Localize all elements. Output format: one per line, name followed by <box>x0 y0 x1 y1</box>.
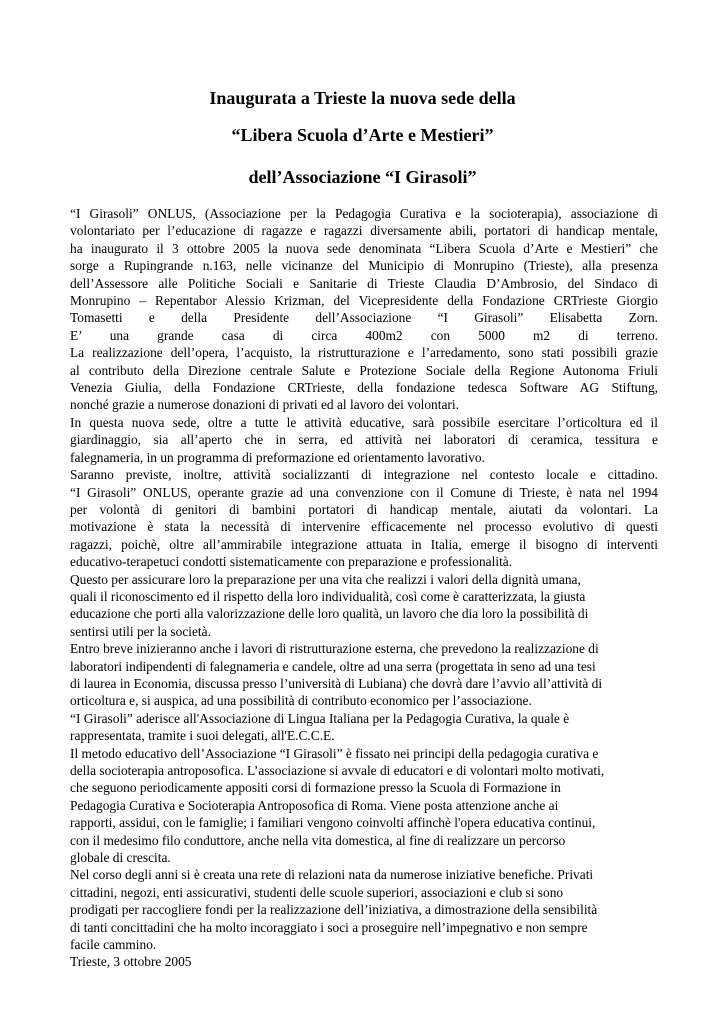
body-line: In questa nuova sede, oltre a tutte le attività educative, sarà possibile esercitare l’orticoltura ed il <box>70 414 658 430</box>
body-line: rappresentata, tramite i suoi delegati, all'E.C.C.E. <box>70 728 335 744</box>
body-line: volontariato per l’educazione di ragazze e ragazzi diversamente abili, portatori di handicap mentale, <box>70 223 658 239</box>
body-line: motivazione è stata la necessità di intervenire efficacemente nel processo evolutivo di questi <box>70 519 658 535</box>
body-line: di laurea in Economia, discussa presso l’università di Lubiana) che dovrà dare l’avvio all’attività di <box>70 675 603 691</box>
body-line: sentirsi utili per la società. <box>70 623 211 639</box>
body-line: globale di crescita. <box>70 850 171 866</box>
body-line: sorge a Rupingrande n.163, nelle vicinanze del Municipio di Monrupino (Trieste), alla presenza <box>70 258 658 274</box>
body-line: cittadini, negozi, enti assicurativi, studenti delle scuole superiori, associazioni e club si sono <box>70 884 564 900</box>
body-line: La realizzazione dell’opera, l’acquisto, la ristrutturazione e l’arredamento, sono stati possibili grazie <box>70 345 658 361</box>
title-line-2: “Libera Scuola d’Arte e Mestieri” <box>231 125 494 145</box>
article-body <box>70 205 658 971</box>
body-line: laboratori indipendenti di falegnameria e candele, oltre ad una serra (progettata in seno ad una tesi <box>70 658 596 674</box>
body-line: Saranno previste, inoltre, attività socializzanti di integrazione nel contesto locale e cittadino. <box>70 467 658 483</box>
body-line: ha inaugurato il 3 ottobre 2005 la nuova sede denominata “Libera Scuola d’Arte e Mestieri” che <box>70 240 658 256</box>
body-line: Entro breve inizieranno anche i lavori di ristrutturazione esterna, che prevedono la realizzazione di <box>70 641 599 657</box>
body-line: orticoltura e, si auspica, ad una possibilità di contributo economico per l’associazione. <box>70 693 532 709</box>
dateline: Trieste, 3 ottobre 2005 <box>70 954 192 970</box>
body-line: nonché grazie a numerose donazioni di privati ed al lavoro dei volontari. <box>70 397 459 413</box>
body-line: che seguono periodicamente appositi corsi di formazione presso la Scuola di Formazione in <box>70 780 561 796</box>
body-line: falegnameria, in un programma di preformazione ed orientamento lavorativo. <box>70 449 485 465</box>
body-line: rapporti, assidui, con le famiglie; i familiari vengono coinvolti affinchè l'opera educativa continui, <box>70 815 596 831</box>
title-line-3: dell’Associazione “I Girasoli” <box>248 167 477 187</box>
body-line: E’ una grande casa di circa 400m2 con 5000 m2 di terreno. <box>70 327 658 343</box>
body-line: “I Girasoli” aderisce all'Associazione di Lingua Italiana per la Pedagogia Curativa, la quale è <box>70 710 570 726</box>
body-line: giardinaggio, sia all’aperto che in serra, ed attività nei laboratori di ceramica, tessitura e <box>70 432 658 448</box>
body-line: educazione che porti alla valorizzazione delle loro qualità, un lavoro che dia loro la possibilità di <box>70 606 589 622</box>
body-line: prodigati per raccogliere fondi per la realizzazione dell’iniziativa, a dimostrazione della sensibilità <box>70 902 598 918</box>
body-line: al contributo della Direzione centrale Salute e Protezione Sociale della Regione Autonoma Friuli <box>70 362 658 378</box>
body-line: con il medesimo filo conduttore, anche nella vita domestica, al fine di realizzare un percorso <box>70 832 566 848</box>
body-line: per volontà di genitori di bambini portatori di handicap mentale, aiutati da volontari. La <box>70 501 658 517</box>
body-line: ragazzi, poichè, oltre all’ammirabile integrazione attuata in Italia, emerge il bisogno di interventi <box>70 536 658 552</box>
body-line: Pedagogia Curativa e Socioterapia Antroposofica di Roma. Viene posta attenzione anche ai <box>70 797 559 813</box>
body-line: Monrupino – Repentabor Alessio Krizman, del Vicepresidente della Fondazione CRTrieste Giorgio <box>70 293 658 309</box>
body-line: facile cammino. <box>70 937 157 953</box>
body-line: dell’Assessore alle Politiche Sociali e Sanitarie di Trieste Claudia D’Ambrosio, del Sindaco di <box>70 275 658 291</box>
body-line: della socioterapia antroposofica. L’associazione si avvale di educatori e di volontari molto motivati, <box>70 763 605 778</box>
body-line: Questo per assicurare loro la preparazione per una vita che realizzi i valori della dignità umana, <box>70 571 581 587</box>
body-line: “I Girasoli” ONLUS, (Associazione per la Pedagogia Curativa e la socioterapia), associazione di <box>70 206 658 221</box>
body-line: Venezia Giulia, della Fondazione CRTrieste, della fondazione tedesca Software AG Stiftung, <box>70 380 658 396</box>
body-line: educativo-terapetuci condotti sistematicamente con preparazione e professionalità. <box>70 554 513 570</box>
body-line: “I Girasoli” ONLUS, operante grazie ad una convenzione con il Comune di Trieste, è nata nel 1994 <box>70 484 658 500</box>
body-line: Il metodo educativo dell’Associazione “I Girasoli” è fissato nei principi della pedagogia curativa e <box>70 745 599 761</box>
title-line-1: Inaugurata a Trieste la nuova sede della <box>209 88 516 108</box>
body-line: Tomasetti e della Presidente dell’Associazione “I Girasoli” Elisabetta Zorn. <box>70 310 658 326</box>
body-line: di tanti concittadini che ha molto incoraggiato i soci a proseguire nell’impegnativo e non sempre <box>70 919 588 935</box>
body-line: quali il riconoscimento ed il rispetto della loro individualità, così come è caratterizzata, la giusta <box>70 588 586 604</box>
body-line: Nel corso degli anni si è creata una rete di relazioni nata da numerose iniziative benefiche. Privati <box>70 867 594 883</box>
